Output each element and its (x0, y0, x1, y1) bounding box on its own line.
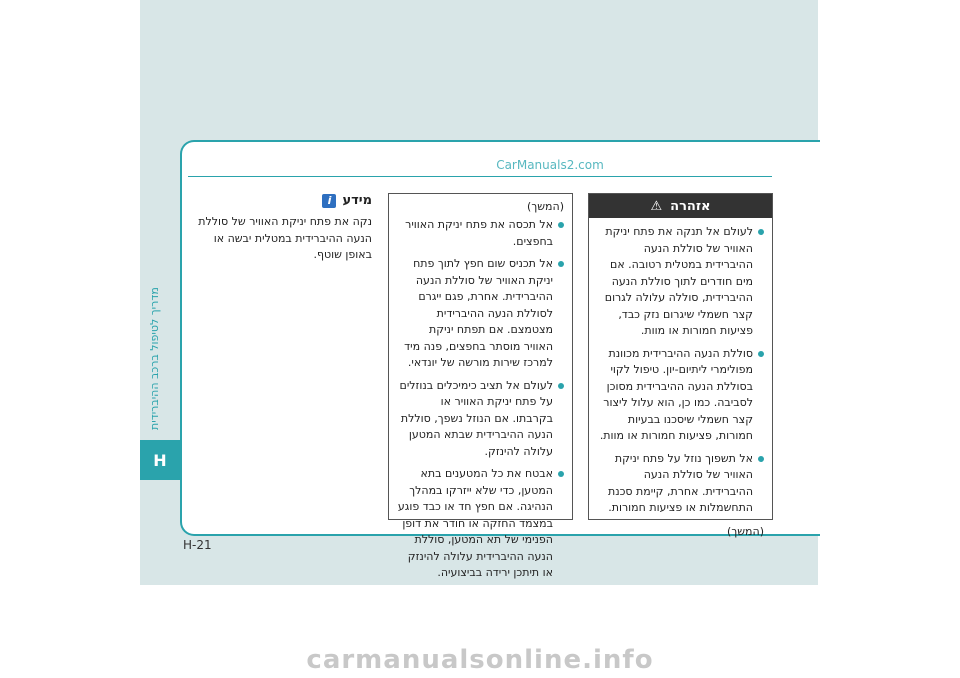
list-item: לעולם אל תציב כימיכלים בנוזלים על פתח יניקת האוויר או בקרבתו. אם הנוזל נשפך, סוללת הנעה ההיברידית שבתא המטען עלולה להינזק. (397, 378, 564, 461)
continued-label: (המשך) (727, 524, 764, 538)
warning-list (597, 224, 764, 517)
watermark-bottom: carmanualsonline.info (306, 645, 654, 675)
watermark-top: CarManuals2.com (496, 158, 604, 172)
header-rule (188, 176, 772, 177)
list-item: לעולם אל תנקה את פתח יניקת האוויר של סוללת הנעה ההיברידית במטלית רטובה. אם מים חודרים לתוך סוללת הנעה ההיברידית, סוללה עלולה לגרום קצר חשמלי שיגרום נזק כבד, פציעות חמורות או מוות. (597, 224, 764, 340)
info-heading (188, 193, 372, 208)
info-box (188, 193, 372, 264)
list-item: אבטח את כל המטענים בתא המטען, כדי שלא ייזרקו במהלך הנהיגה. אם חפץ חד או כבד פוגע במצמד החזקה או חודר את דופן הפנימי של תא המטען, סוללת הנעה ההיברידית עלולה להינזק או תיתכן ירידה בביצועיה. (397, 466, 564, 582)
info-body: נקה את פתח יניקת האוויר של סוללת הנעה ההיברידית במטלית יבשה או באופן שוטף. (198, 215, 372, 261)
list-item: סוללת הנעה ההיברידית מכוונת מפולימרי ליתיום-יון. טיפול לקוי בסוללת הנעה ההיברידית מסוכן לסביבה. כמו כן, הוא עלול ליצור קצר חשמלי שיסכנו בבעיות חמורות, פציעות חמורות או מוות. (597, 346, 764, 445)
info-title: מידע (342, 193, 372, 208)
list-item: אל תשפוך נוזל על פתח יניקת האוויר של סוללת הנעה ההיברידית. אחרת, קיימת סכנת התחשמלות או פציעות חמורות. (597, 451, 764, 517)
caution-list (397, 217, 564, 582)
caution-continued-box (388, 193, 573, 579)
warning-title: אזהרה (670, 198, 711, 214)
side-section-label: מדריך לטיפול ברכב ההיברידית (148, 287, 161, 430)
list-item: אל תכניס שום חפץ לתוך פתח יניקת האוויר של סוללת הנעה ההיברידית. אחרת, פגם ייגרם לסוללת הנעה ההיברידית מצטמצם. אם תפתח יניקת האוויר מוסתר בחפצים, פנה מיד למרכז שירות מורשה של יונדאי. (397, 256, 564, 372)
list-item: אל תכסה את פתח יניקת האוויר בחפצים. (397, 217, 564, 250)
section-tab[interactable]: H (140, 440, 180, 480)
warning-box (588, 193, 773, 538)
warning-header (589, 194, 772, 218)
page-number: H-21 (183, 538, 212, 552)
info-icon: i (322, 194, 336, 208)
warning-triangle-icon: ⚠ (650, 198, 663, 214)
warning-body (589, 218, 772, 544)
continued-label: (המשך) (527, 200, 564, 213)
